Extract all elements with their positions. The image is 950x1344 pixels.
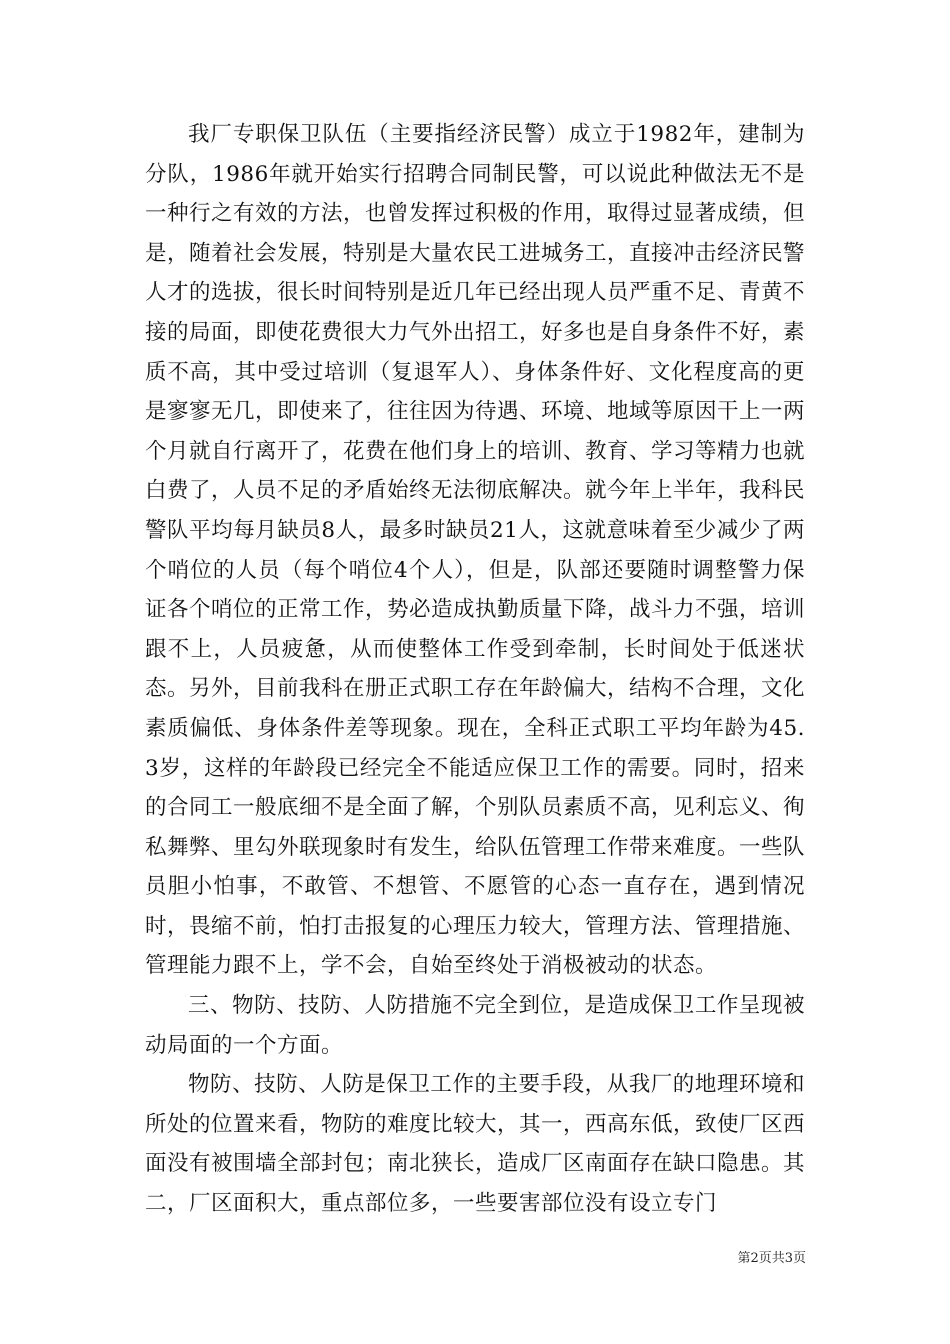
page-number-footer: 第2页共3页 [737,1251,806,1266]
document-body [145,115,805,1224]
paragraph-physical-defense: 物防、技防、人防是保卫工作的主要手段，从我厂的地理环境和所处的位置来看，物防的难度比较大，其一，西高东低，致使厂区西面没有被围墙全部封包；南北狭长，造成厂区南面存在缺口隐患。其二，厂区面积大，重点部位多，一些要害部位没有设立专门 [145,1072,806,1217]
paragraph-section-three-heading: 三、物防、技防、人防措施不完全到位，是造成保卫工作呈现被动局面的一个方面。 [145,993,805,1058]
paragraph-staffing: 我厂专职保卫队伍（主要指经济民警）成立于1982年，建制为分队，1986年就开始实行招聘合同制民警，可以说此种做法无不是一种行之有效的方法，也曾发挥过积极的作用，取得过显著成绩，但是，随着社会发展，特别是大量农民工进城务工，直接冲击经济民警人才的选拔，很长时间特别是近几年已经出现人员严重不足、青黄不接的局面，即使花费很大力气外出招工，好多也是自身条件不好，素质不高，其中受过培训（复退军人）、身体条件好、文化程度高的更是寥寥无几，即使来了，往往因为待遇、环境、地域等原因干上一两个月就自行离开了，花费在他们身上的培训、教育、学习等精力也就白费了，人员不足的矛盾始终无法彻底解决。就今年上半年，我科民警队平均每月缺员8人，最多时缺员21人，这就意味着至少减少了两个哨位的人员（每个哨位4个人），但是，队部还要随时调整警力保证各个哨位的正常工作，势必造成执勤质量下降，战斗力不强，培训跟不上，人员疲惫，从而使整体工作受到牵制，长时间处于低迷状态。另外，目前我科在册正式职工存在年龄偏大，结构不合理，文化素质偏低、身体条件差等现象。现在，全科正式职工平均年龄为45.3岁，这样的年龄段已经完全不能适应保卫工作的需要。同时，招来的合同工一般底细不是全面了解，个别队员素质不高，见利忘义、徇私舞弊、里勾外联现象时有发生，给队伍管理工作带来难度。一些队员胆小怕事，不敢管、不想管、不愿管的心态一直存在，遇到情况时，畏缩不前，怕打击报复的心理压力较大，管理方法、管理措施、管理能力跟不上，学不会，自始至终处于消极被动的状态。 [145,122,806,979]
